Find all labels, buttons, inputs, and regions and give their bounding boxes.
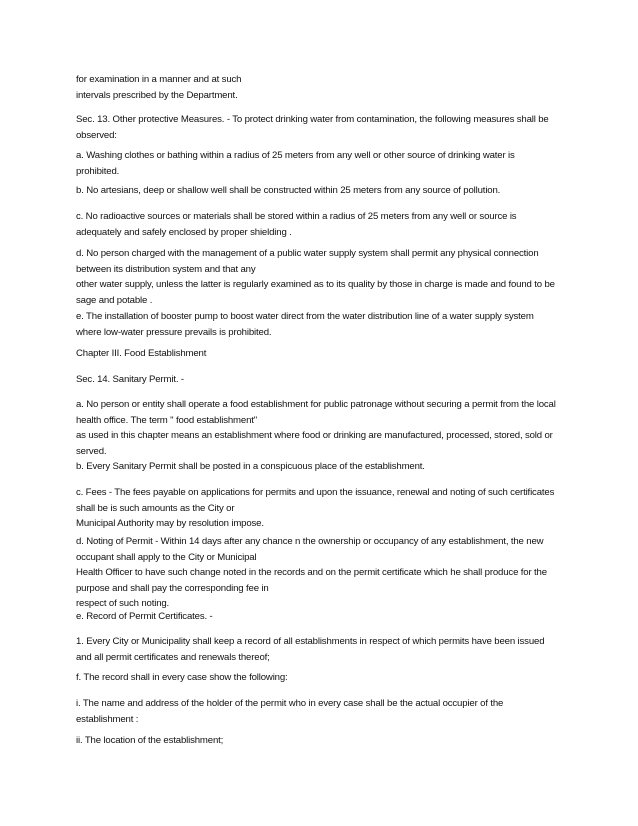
paragraph-item-e-booster-pump	[76, 309, 576, 340]
paragraph-record-i	[76, 696, 576, 727]
text-line: b. No artesians, deep or shallow well shall be constructed within 25 meters from any source of pollution.	[76, 185, 501, 196]
text-line: Municipal Authority may by resolution impose.	[76, 518, 264, 529]
text-line: between its distribution system and that any	[76, 263, 256, 275]
text-line: respect of such noting.	[76, 598, 170, 609]
text-line: purpose and shall pay the corresponding fee in	[76, 582, 269, 594]
paragraph-item-c-radioactive	[76, 209, 576, 240]
text-line: c. No radioactive sources or materials shall be stored within a radius of 25 meters from any well or source is	[76, 211, 517, 222]
text-line: Health Officer to have such change noted in the records and on the permit certificate which he shall produce for the	[76, 567, 547, 578]
text-line: c. Fees - The fees payable on applications for permits and upon the issuance, renewal and noting of such certificates	[76, 487, 555, 498]
text-line: Sec. 13. Other protective Measures. - To protect drinking water from contamination, the following measures shall be	[76, 114, 549, 125]
text-line: where low-water pressure prevails is prohibited.	[76, 326, 272, 338]
text-line: prohibited.	[76, 165, 120, 177]
paragraph-item-b-wells	[76, 183, 576, 199]
paragraph-record-ii	[76, 733, 576, 749]
paragraph-permit-b	[76, 459, 576, 475]
paragraph-sec-13	[76, 112, 576, 143]
text-line: intervals prescribed by the Department.	[76, 89, 238, 101]
text-line: Chapter III. Food Establishment	[76, 348, 207, 359]
text-line: e. The installation of booster pump to boost water direct from the water distribution line of a water supply system	[76, 311, 534, 322]
paragraph-item-a-washing	[76, 148, 576, 179]
text-line: f. The record shall in every case show the following:	[76, 672, 288, 683]
text-line: occupant shall apply to the City or Municipal	[76, 551, 257, 563]
paragraph-record-1	[76, 634, 576, 665]
section-heading-sec-14	[76, 372, 576, 388]
text-line: i. The name and address of the holder of the permit who in every case shall be the actual occupier of the	[76, 698, 504, 709]
text-line: served.	[76, 445, 107, 457]
paragraph-fees-c	[76, 485, 576, 532]
text-line: and all permit certificates and renewals thereof;	[76, 651, 270, 663]
chapter-heading	[76, 346, 576, 362]
text-line: other water supply, unless the latter is regularly examined as to its quality by those in charge is made and found to be	[76, 279, 555, 290]
text-line: sage and potable .	[76, 294, 153, 306]
text-line: Sec. 14. Sanitary Permit. -	[76, 374, 184, 385]
paragraph-exam-intervals	[76, 72, 576, 103]
text-line: a. Washing clothes or bathing within a radius of 25 meters from any well or other source of drinking water is	[76, 150, 515, 161]
paragraph-record-f	[76, 670, 576, 686]
text-line: d. No person charged with the management of a public water supply system shall permit any physical connection	[76, 248, 539, 259]
paragraph-permit-a	[76, 397, 576, 459]
text-line: for examination in a manner and at such	[76, 74, 242, 85]
text-line: establishment :	[76, 713, 139, 725]
text-line: shall be is such amounts as the City or	[76, 502, 235, 514]
paragraph-record-e	[76, 609, 576, 625]
text-line: d. Noting of Permit - Within 14 days after any chance n the ownership or occupancy of any establishment, the new	[76, 536, 544, 547]
text-line: a. No person or entity shall operate a food establishment for public patronage without securing a permit from the local	[76, 399, 556, 410]
text-line: b. Every Sanitary Permit shall be posted in a conspicuous place of the establishment.	[76, 461, 425, 472]
text-line: as used in this chapter means an establishment where food or drinking are manufactured, processed, stored, sold or	[76, 430, 553, 441]
text-line: e. Record of Permit Certificates. -	[76, 611, 213, 622]
text-line: ii. The location of the establishment;	[76, 735, 224, 746]
paragraph-noting-d	[76, 534, 576, 612]
paragraph-item-d-connection	[76, 246, 576, 308]
text-line: 1. Every City or Municipality shall keep a record of all establishments in respect of which permits have been issued	[76, 636, 545, 647]
text-line: observed:	[76, 129, 117, 141]
text-line: adequately and safely enclosed by proper shielding .	[76, 226, 292, 238]
text-line: health office. The term " food establishment"	[76, 414, 258, 426]
